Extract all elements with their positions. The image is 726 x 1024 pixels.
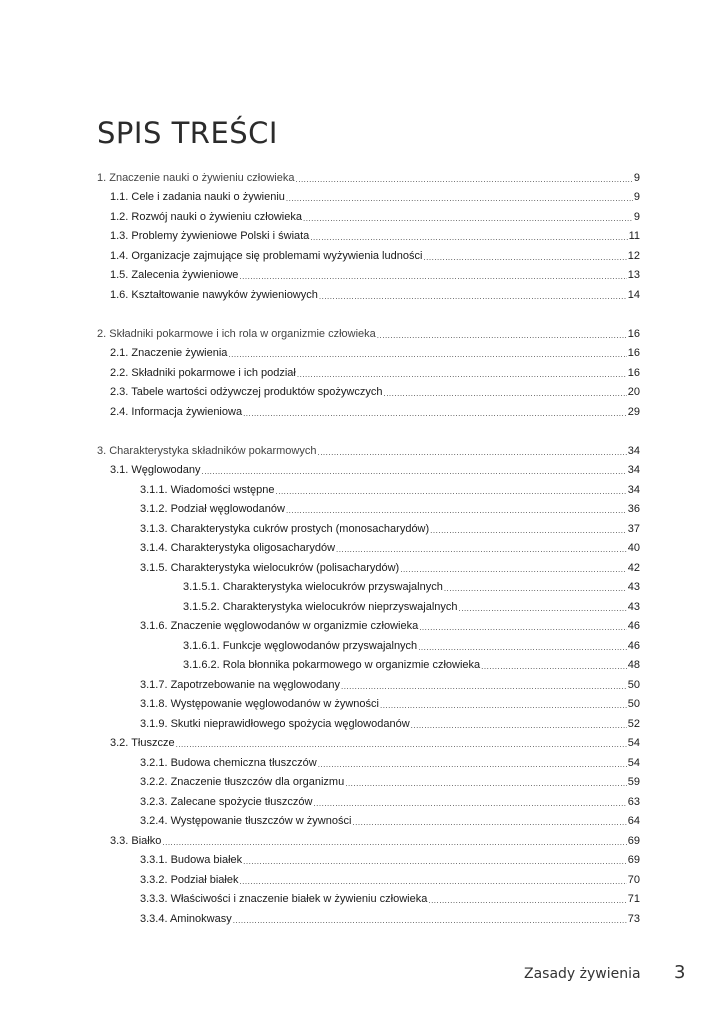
toc-entry-page: 16 xyxy=(627,327,640,340)
toc-entry xyxy=(183,653,640,673)
toc-entry-page: 12 xyxy=(627,249,640,262)
toc-entry-page: 29 xyxy=(627,405,640,418)
toc-entry-label: 1.1. Cele i zadania nauki o żywieniu xyxy=(110,191,285,203)
toc-entry-page: 34 xyxy=(627,483,640,496)
toc-leader-dots xyxy=(411,720,627,731)
toc-entry-page: 42 xyxy=(627,561,640,574)
toc-entry-page: 34 xyxy=(627,464,640,476)
toc-leader-dots xyxy=(481,661,627,672)
toc-entry-label: 3.2.1. Budowa chemiczna tłuszczów xyxy=(140,756,317,769)
toc-entry-page: 11 xyxy=(628,230,640,242)
toc-entry-label: 3.1.5.2. Charakterystyka wielocukrów nieprzyswajalnych xyxy=(183,600,458,613)
toc-entry-page: 9 xyxy=(633,171,640,184)
toc-entry xyxy=(183,594,640,614)
toc-leader-dots xyxy=(176,739,627,750)
toc-entry-page: 63 xyxy=(627,795,640,808)
toc-entry xyxy=(97,165,640,185)
toc-entry-label: 3.3. Białko xyxy=(110,834,162,847)
toc-entry-label: 2.1. Znaczenie żywienia xyxy=(110,347,228,359)
toc-entry xyxy=(110,399,640,419)
toc-entry-label: 1.5. Zalecenia żywieniowe xyxy=(110,269,239,281)
toc-entry-label: 1.6. Kształtowanie nawyków żywieniowych xyxy=(110,288,318,301)
toc-leader-dots xyxy=(296,174,633,185)
toc-entry-page: 50 xyxy=(627,698,640,710)
page-title: SPIS TREŚCI xyxy=(97,116,278,150)
toc-leader-dots xyxy=(202,466,627,477)
toc-entry-page: 9 xyxy=(633,210,640,223)
toc-entry-label: 3.1.8. Występowanie węglowodanów w żywności xyxy=(140,698,379,710)
toc-entry-page: 40 xyxy=(627,542,640,554)
toc-entry xyxy=(140,692,640,712)
toc-entry-page: 54 xyxy=(627,756,640,769)
toc-entry-label: 2.4. Informacja żywieniowa xyxy=(110,405,243,418)
toc-leader-dots xyxy=(459,603,627,614)
toc-leader-dots xyxy=(286,193,633,204)
toc-entry xyxy=(110,828,640,848)
toc-entry xyxy=(110,360,640,380)
toc-entry xyxy=(110,185,640,205)
toc-leader-dots xyxy=(239,876,626,887)
toc-leader-dots xyxy=(318,759,627,770)
toc-entry xyxy=(140,789,640,809)
toc-entry-label: 3.1.6.2. Rola błonnika pokarmowego w organizmie człowieka xyxy=(183,659,481,671)
toc-entry-label: 3.1.7. Zapotrzebowanie na węglowodany xyxy=(140,678,340,691)
toc-leader-dots xyxy=(297,369,627,380)
toc-leader-dots xyxy=(228,349,626,360)
toc-entry xyxy=(140,516,640,536)
toc-entry xyxy=(110,380,640,400)
toc-entry-page: 13 xyxy=(627,269,640,281)
toc-entry-page: 48 xyxy=(627,659,640,671)
toc-leader-dots xyxy=(243,408,627,419)
toc-leader-dots xyxy=(380,700,627,711)
toc-entry-label: 3.2.3. Zalecane spożycie tłuszczów xyxy=(140,795,313,808)
toc-entry xyxy=(140,497,640,517)
toc-entry xyxy=(97,438,640,458)
toc-leader-dots xyxy=(428,895,626,906)
toc-entry xyxy=(140,477,640,497)
toc-entry-page: 34 xyxy=(627,444,640,457)
toc-leader-dots xyxy=(286,505,627,516)
toc-entry-page: 70 xyxy=(627,873,640,886)
toc-entry xyxy=(140,848,640,868)
toc-entry-label: 3.1.9. Skutki nieprawidłowego spożycia węglowodanów xyxy=(140,717,410,730)
toc-entry-label: 3.1.4. Charakterystyka oligosacharydów xyxy=(140,542,336,554)
toc-entry xyxy=(110,282,640,302)
toc-entry-label: 3.2. Tłuszcze xyxy=(110,737,175,749)
toc-entry-label: 2. Składniki pokarmowe i ich rola w organizmie człowieka xyxy=(97,327,376,340)
toc-entry xyxy=(110,458,640,478)
toc-entry xyxy=(97,321,640,341)
toc-entry xyxy=(183,575,640,595)
toc-leader-dots xyxy=(317,447,626,458)
toc-entry xyxy=(140,672,640,692)
toc-entry-page: 37 xyxy=(627,522,640,535)
toc-entry-page: 73 xyxy=(627,912,640,925)
toc-entry-page: 64 xyxy=(627,815,640,827)
toc-entry xyxy=(183,633,640,653)
toc-entry-label: 3.3.1. Budowa białek xyxy=(140,854,243,866)
toc-leader-dots xyxy=(444,583,627,594)
toc-entry xyxy=(140,555,640,575)
toc-leader-dots xyxy=(419,622,627,633)
toc-entry-label: 3.1.5.1. Charakterystyka wielocukrów przyswajalnych xyxy=(183,581,443,593)
toc-entry-page: 71 xyxy=(627,893,640,905)
toc-entry-label: 1.4. Organizacje zajmujące się problemami wyżywienia ludności xyxy=(110,249,423,262)
toc-entry-label: 3.1.3. Charakterystyka cukrów prostych (monosacharydów) xyxy=(140,522,430,535)
toc-entry-page: 59 xyxy=(627,776,640,788)
toc-leader-dots xyxy=(239,271,626,282)
toc-leader-dots xyxy=(162,837,626,848)
toc-entry-label: 3.1.6.1. Funkcje węglowodanów przyswajalnych xyxy=(183,639,418,652)
toc-entry-label: 1.2. Rozwój nauki o żywieniu człowieka xyxy=(110,210,302,223)
footer-book-title: Zasady żywienia xyxy=(524,966,641,982)
toc-entry-label: 3.1. Węglowodany xyxy=(110,464,201,476)
toc-leader-dots xyxy=(310,232,627,243)
toc-entry xyxy=(140,906,640,926)
toc-leader-dots xyxy=(423,252,626,263)
toc-entry xyxy=(110,243,640,263)
toc-entry-label: 3.3.4. Aminokwasy xyxy=(140,912,232,925)
toc-entry-label: 1.3. Problemy żywieniowe Polski i świata xyxy=(110,230,310,242)
toc-leader-dots xyxy=(377,330,627,341)
toc-entry xyxy=(140,614,640,634)
toc-entry-label: 2.2. Składniki pokarmowe i ich podział xyxy=(110,366,296,379)
toc-entry-page: 43 xyxy=(627,581,640,593)
toc-entry-label: 3.3.2. Podział białek xyxy=(140,873,239,886)
toc-entry xyxy=(140,770,640,790)
toc-entry xyxy=(140,750,640,770)
toc-entry xyxy=(110,731,640,751)
toc-entry-label: 3.1.1. Wiadomości wstępne xyxy=(140,483,275,496)
toc-entry-page: 16 xyxy=(627,366,640,379)
toc-entry-page: 9 xyxy=(633,191,640,203)
toc-leader-dots xyxy=(243,856,627,867)
toc-entry-label: 3.1.5. Charakterystyka wielocukrów (polisacharydów) xyxy=(140,561,400,574)
toc-entry-label: 2.3. Tabele wartości odżywczej produktów spożywczych xyxy=(110,386,383,398)
toc-entry xyxy=(140,887,640,907)
toc-entry-page: 46 xyxy=(627,639,640,652)
toc-entry-page: 16 xyxy=(627,347,640,359)
toc-entry xyxy=(140,809,640,829)
toc-entry-page: 52 xyxy=(627,717,640,730)
toc-leader-dots xyxy=(319,291,627,302)
toc-entry-page: 14 xyxy=(627,288,640,301)
toc-entry xyxy=(110,224,640,244)
toc-leader-dots xyxy=(345,778,627,789)
toc-entry xyxy=(140,711,640,731)
toc-entry-page: 43 xyxy=(627,600,640,613)
toc-entry-page: 69 xyxy=(627,834,640,847)
toc-leader-dots xyxy=(430,525,627,536)
toc-leader-dots xyxy=(233,915,627,926)
toc-entry-page: 54 xyxy=(627,737,640,749)
toc-leader-dots xyxy=(352,817,626,828)
toc-entry-page: 36 xyxy=(627,503,640,515)
toc-entry-page: 69 xyxy=(627,854,640,866)
toc-entry-label: 3.1.6. Znaczenie węglowodanów w organizmie człowieka xyxy=(140,620,419,632)
toc-entry-label: 1. Znaczenie nauki o żywieniu człowieka xyxy=(97,171,295,184)
toc-leader-dots xyxy=(383,388,626,399)
toc-leader-dots xyxy=(313,798,626,809)
toc-entry-page: 46 xyxy=(627,620,640,632)
toc-leader-dots xyxy=(400,564,627,575)
toc-entry-label: 3.2.4. Występowanie tłuszczów w żywności xyxy=(140,815,352,827)
toc-entry xyxy=(110,204,640,224)
toc-entry xyxy=(140,536,640,556)
footer-page-number: 3 xyxy=(674,962,686,983)
toc-entry-label: 3. Charakterystyka składników pokarmowych xyxy=(97,444,317,457)
toc-leader-dots xyxy=(303,213,633,224)
toc-entry xyxy=(110,263,640,283)
toc-entry-label: 3.1.2. Podział węglowodanów xyxy=(140,503,285,515)
toc-entry xyxy=(110,341,640,361)
toc-entry-page: 20 xyxy=(627,386,640,398)
toc-entry-label: 3.2.2. Znaczenie tłuszczów dla organizmu xyxy=(140,776,345,788)
toc-leader-dots xyxy=(276,486,627,497)
toc-leader-dots xyxy=(341,681,627,692)
toc-entry-label: 3.3.3. Właściwości i znaczenie białek w żywieniu człowieka xyxy=(140,893,428,905)
toc-entry xyxy=(140,867,640,887)
toc-entry-page: 50 xyxy=(627,678,640,691)
toc-leader-dots xyxy=(418,642,627,653)
toc-leader-dots xyxy=(336,544,627,555)
